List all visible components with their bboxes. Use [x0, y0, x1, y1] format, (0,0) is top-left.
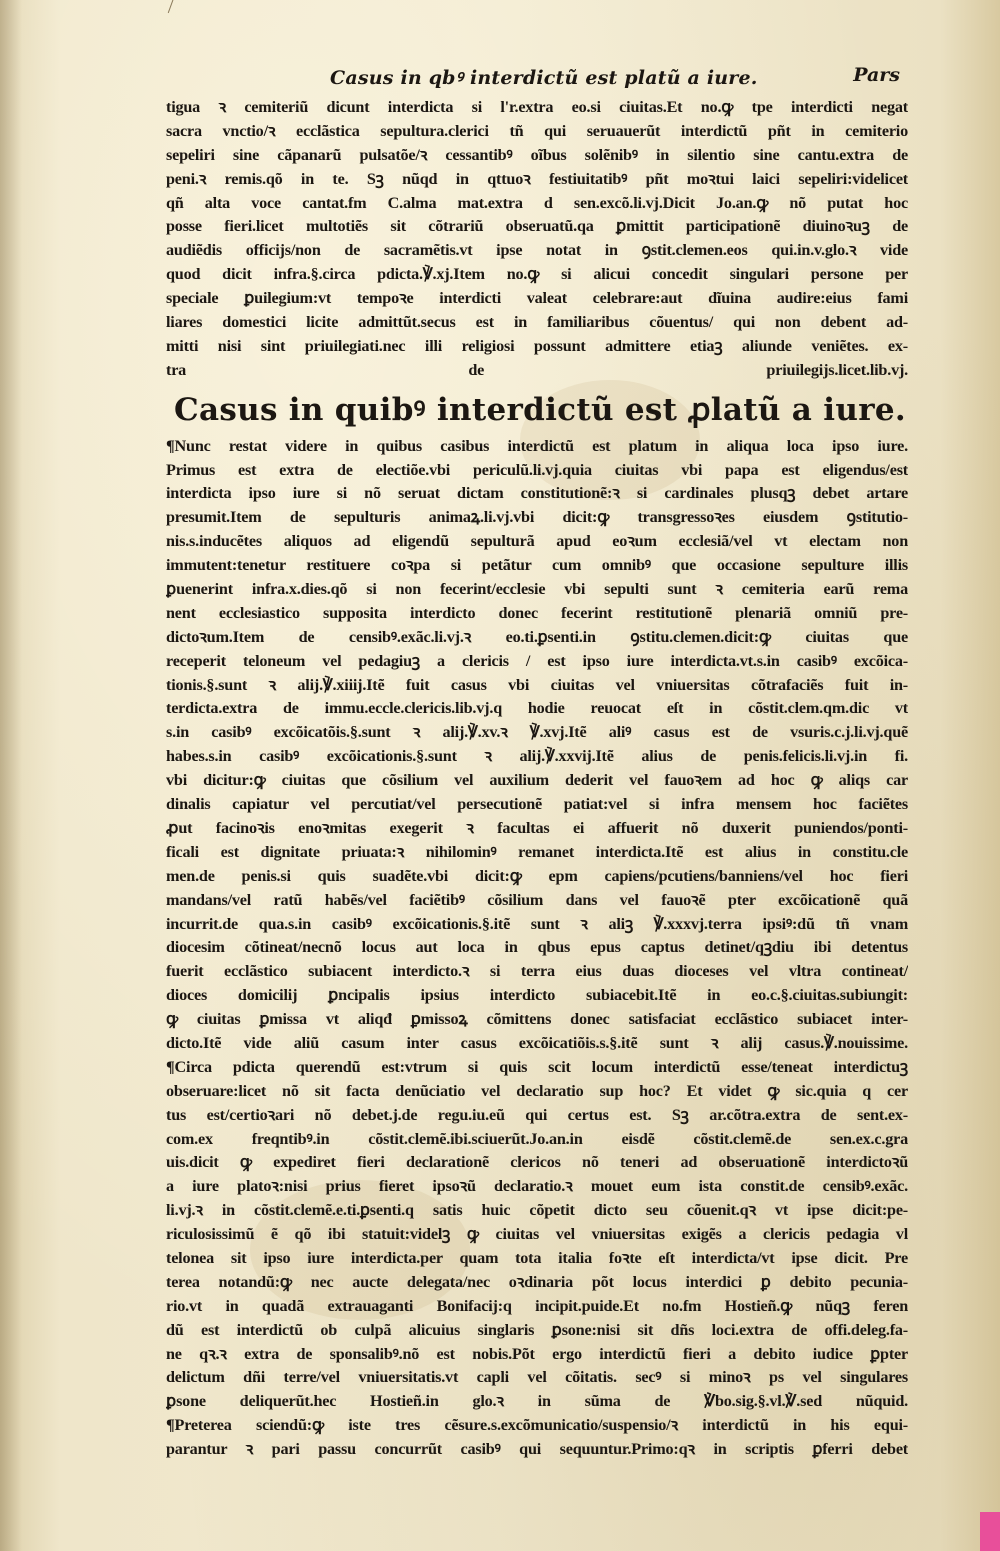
- text-line: interdicta ipso iure si nõ seruat dictam constitutionẽ:ꝛ si cardinales plusqꝫ debet artare: [166, 484, 908, 503]
- text-line: tionis.§.sunt ꝛ alij.℣.xiiij.Itẽ fuit casus vbi ciuitas vel vniuersitas cõtrafaciẽs fuit in-: [166, 675, 908, 694]
- text-line: a iure platoꝛ:nisi prius fieret ipsoꝛũ declaratio.ꝛ mouet eum ista constit.de censibꝰ.exãc.: [166, 1177, 908, 1196]
- text-line: ꝓut facinoꝛis enoꝛmitas exegerit ꝛ facultas ei affuerit nõ duxerit puniendos/ponti-: [166, 818, 908, 837]
- pen-mark: [168, 0, 177, 14]
- page-header: [160, 64, 900, 94]
- page-label: Pars: [853, 64, 900, 86]
- paragraph-after-heading: [166, 435, 908, 1462]
- text-line: ne qꝛ.ꝛ extra de sponsalibꝰ.nõ est nobis.Põt ergo interdictũ fieri a debito iudice ꝑpter: [166, 1344, 908, 1363]
- text-line: ¶Circa pdicta querendũ est:vtrum si quis scit locum interdictũ esse/teneat interdictuꝫ: [166, 1057, 908, 1076]
- text-line: ꝙ ciuitas ꝑmissa vt aliqđ ꝑmissoꝝ cõmittens donec satisfaciat ecclãstico subiacet inter-: [166, 1010, 908, 1029]
- text-line: men.de penis.si quis suadẽte.vbi dicit:ꝙ epm capiens/pcutiens/banniens/vel hoc fieri: [166, 866, 908, 885]
- text-line: sepeliri sine cãpanarũ pulsatõe/ꝛ cessantibꝰ oĩbus solẽnibꝰ in silentio sine cantu.extra de: [166, 145, 908, 164]
- text-line: habes.s.in casibꝰ excõicationis.§.sunt ꝛ alij.℣.xxvij.Itẽ alius de penis.felicis.li.vj.in fi.: [166, 747, 908, 766]
- text-line: nent ecclesiastico supposita interdicto donec fecerint restitutionẽ plenariã omniũ pre-: [166, 603, 908, 622]
- text-line: sacra vnctio/ꝛ ecclãstica sepultura.clerici tñ qui seruauerũt interdictũ pñt in cemiterio: [166, 121, 908, 140]
- text-line: tra de priuilegijs.licet.lib.vj.: [166, 360, 908, 379]
- paragraph-before-heading: [166, 96, 908, 383]
- text-line: ficali est dignitate priuata:ꝛ nihilominꝰ remanet interdicta.Itẽ est alius in constitu.cle: [166, 842, 908, 861]
- text-line: receperit teloneum vel pedagiuꝫ a clericis / est ipso iure interdicta.vt.s.in casibꝰ excõica-: [166, 651, 908, 670]
- text-line: audiẽdis officijs/non de sacramẽtis.vt ipse notat in ꝯstit.clemen.eos qui.in.v.glo.ꝛ vide: [166, 241, 908, 260]
- text-line: dictoꝛum.Item de censibꝰ.exãc.li.vj.ꝛ eo.ti.ꝑsenti.in ꝯstitu.clemen.dicit:ꝙ ciuitas que: [166, 627, 908, 646]
- body-text: [166, 96, 908, 1462]
- text-line: posse fieri.licet multotiẽs sit cõtrariũ obseruatũ.qa ꝑmittit participationẽ diuinoꝛuꝫ de: [166, 217, 908, 236]
- text-line: presumit.Item de sepulturis animaꝝ.li.vj.vbi dicit:ꝙ transgressoꝛes eiusdem ꝯstitutio-: [166, 508, 908, 527]
- text-line: dinalis capiatur vel percutiat/vel persecutionẽ patiat:vel si infra mensem hoc faciẽtes: [166, 795, 908, 814]
- gutter-shadow: [0, 0, 22, 1551]
- text-line: parantur ꝛ pari passu concurrũt casibꝰ qui sequuntur.Primo:qꝛ in scriptis ꝑferri debet: [166, 1440, 908, 1459]
- text-line: mandans/vel ratũ habẽs/vel faciẽtibꝰ cõsilium dans vel fauoꝛẽ pter excõicationẽ quã: [166, 890, 908, 909]
- text-line: tigua ꝛ cemiteriũ dicunt interdicta si l'r.extra eo.si ciuitas.Et no.ꝙ tpe interdicti negat: [166, 98, 908, 116]
- text-line: Primus est extra de electiõe.vbi periculũ.li.vj.quia ciuitas vbi papa est eligendus/est: [166, 460, 908, 479]
- text-line: com.ex freqntibꝰ.in cõstit.clemẽ.ibi.sciuerũt.Jo.an.in eisdẽ cõstit.clemẽ.de sen.ex.c.gra: [166, 1129, 908, 1148]
- text-line: liares domestici licite admittũt.secus est in familiaribus cõuentus/ qui non debent ad-: [166, 313, 908, 332]
- text-line: telonea sit ipso iure interdicta.per quam tota italia foꝛte eſt interdicta/vt ipse dicit. Pre: [166, 1248, 908, 1267]
- text-line: dicto.Itẽ vide aliũ casum inter casus excõicatiõis.s.§.itẽ sunt ꝛ alij casus.℣.nouissime.: [166, 1033, 908, 1052]
- text-line: dũ est interdictũ ob culpã alicuius singlaris ꝑsone:nisi sit dñs loci.extra de offi.deleg.fa-: [166, 1320, 908, 1339]
- text-line: qñ alta voce cantat.fm C.alma mat.extra d sen.excõ.li.vj.Dicit Jo.an.ꝙ nõ putat hoc: [166, 193, 908, 212]
- text-line: immutent:tenetur restituere coꝛpa si petãtur cum omnibꝰ que occasione sepulture illis: [166, 556, 908, 575]
- text-line: incurrit.de qua.s.in casibꝰ excõicationis.§.itẽ sunt ꝛ aliꝫ ℣.xxxvj.terra ipsiꝰ:dũ tñ vnam: [166, 914, 908, 933]
- text-line: tus est/certioꝛari nõ debet.j.de regu.iu.eũ qui certus est. Sꝫ ar.cõtra.extra de sent.ex-: [166, 1105, 908, 1124]
- text-line: terdicta.extra de immu.eccle.clericis.lib.vj.q hodie reuocat eſt in cõstit.clem.qm.dic vt: [166, 699, 908, 718]
- text-line: nis.s.inducẽtes aliquos ad eligendũ sepulturã apud eoꝛum ecclesiã/vel vt electam non: [166, 532, 908, 551]
- text-line: rio.vt in quadã extrauaganti Bonifacij:q incipit.puide.Et no.fm Hostieñ.ꝙ nũqꝫ feren: [166, 1296, 908, 1315]
- text-line: obseruare:licet nõ sit facta denũciatio vel declaratio sup hoc? Et videt ꝙ sic.quia q cer: [166, 1081, 908, 1100]
- text-line: terea notandũ:ꝙ nec aucte delegata/nec oꝛdinaria põt locus interdici ꝑ debito pecunia-: [166, 1272, 908, 1291]
- text-line: speciale ꝑuilegium:vt tempoꝛe interdicti valeat celebrare:aut dĩuina audire:eius fami: [166, 289, 908, 308]
- color-tab: [980, 1512, 1000, 1551]
- text-line: diocesim cõtineat/necnõ locus aut loca in qbus epus captus detinet/qꝫdiu ibi detentus: [166, 938, 908, 957]
- text-line: riculosissimũ ẽ qõ ibi statuit:videlꝫ ꝙ ciuitas vel vniuersitas exigẽs a clericis pedagia vl: [166, 1225, 908, 1244]
- text-line: peni.ꝛ remis.qõ in te. Sꝫ nũqd in qttuoꝛ festiuitatibꝰ pñt moꝛtui laici sepeliri:videlicet: [166, 169, 908, 188]
- text-line: ꝑuenerint infra.x.dies.qõ si non fecerint/ecclesie vbi sepulti sunt ꝛ cemiteria earũ rema: [166, 580, 908, 599]
- text-line: vbi dicitur:ꝙ ciuitas que cõsilium vel auxilium dederit vel fauoꝛem ad hoc ꝙ aliqs car: [166, 771, 908, 790]
- running-title: Casus in qbꝰ interdictũ est platũ a iure.: [330, 67, 758, 89]
- text-line: mitti nisi sint priuilegiati.nec illi religiosi possunt admittere etiaꝫ aliunde veniẽtes. ex-: [166, 336, 908, 355]
- text-line: dioces domicilij ꝑncipalis ipsius interdicto subiacebit.Itẽ in eo.c.§.ciuitas.subiungit:: [166, 986, 908, 1005]
- text-line: li.vj.ꝛ in cõstit.clemẽ.e.ti.ꝑsenti.q satis huic cõpetit dicto seu cõuenit.qꝛ vt ipse dicit:pe-: [166, 1201, 908, 1220]
- text-line: ¶Nunc restat videre in quibus casibus interdictũ est platum in aliqua loca ipso iure.: [166, 436, 908, 455]
- text-line: delictum dñi terre/vel vniuersitatis.vt capli vel cõitatis. secꝰ si minoꝛ ps vel singulares: [166, 1368, 908, 1387]
- section-heading: Casus in quibꝰ interdictũ est ꝓlatũ a iure.: [174, 391, 906, 428]
- text-line: ¶Preterea sciendũ:ꝙ iste tres cẽsure.s.excõmunicatio/suspensio/ꝛ interdictũ in his equi-: [166, 1416, 908, 1435]
- text-line: ꝑsone deliquerũt.hec Hostieñ.in glo.ꝛ in sũma de ℣bo.sig.§.vl.℣.sed nũquid.: [166, 1392, 908, 1411]
- text-line: fuerit ecclãstico subiacent interdicto.ꝛ si terra eius duas dioceses vel vltra contineat/: [166, 962, 908, 981]
- text-line: s.in casibꝰ excõicatõis.§.sunt ꝛ alij.℣.xv.ꝛ ℣.xvj.Itẽ aliꝰ casus est de vsuris.c.j.li.vj.quẽ: [166, 723, 908, 742]
- text-line: quod dicit infra.§.circa pdicta.℣.xj.Item no.ꝙ si alicui concedit singulari persone per: [166, 265, 908, 284]
- text-line: uis.dicit ꝙ expediret fieri declarationẽ clericos nõ teneri ad obseruationẽ interdictoꝛũ: [166, 1153, 908, 1172]
